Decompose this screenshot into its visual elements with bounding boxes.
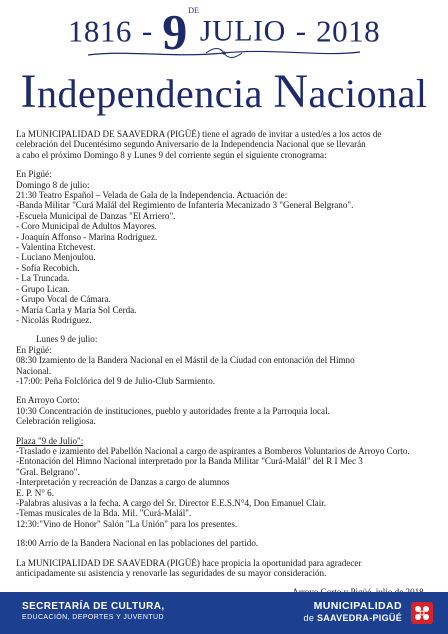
intro-line: a cabo el próximo Domingo 8 y Lunes 9 del corriente según el siguiente cronograma: — [16, 149, 327, 160]
footer-bar — [0, 592, 448, 634]
section-heading-plaza: Plaza "9 de Julio": — [16, 435, 84, 446]
domingo-section — [16, 169, 434, 325]
plaza-section — [16, 436, 434, 530]
program-line: -Interpretación y recreación de Danzas a cargo de alumnos — [16, 477, 230, 488]
title-word-nacional: acional — [308, 71, 428, 116]
year-end: 2018 — [316, 13, 381, 49]
program-line: -Temas musicales de la Bda. Mil. "Curá-Malál". — [16, 508, 192, 519]
footer-right-subtitle — [304, 613, 402, 623]
closing-line: anticipadamente su asistencia y renovarle las seguridades de su mayor consideración. — [16, 568, 327, 579]
program-line: "Gral. Belgrano". — [16, 466, 80, 477]
day-number: 9 — [162, 3, 188, 60]
footer-right-title: MUNICIPALIDAD — [313, 600, 402, 612]
closing-line: La MUNICIPALIDAD DE SAAVEDRA (PIGÜÉ) hace propicia la oportunidad para agradecer — [16, 557, 362, 568]
ornament-flourish-icon — [86, 46, 362, 60]
program-line: 08:30 Izamiento de la Bandera Nacional en el Mástil de la Ciudad con entonación del Himno — [16, 355, 355, 366]
program-line: Celebración religiosa. — [16, 416, 96, 427]
program-line: -17:00: Peña Folclórica del 9 de Julio-Club Sarmiento. — [16, 375, 216, 386]
invitation-body — [16, 129, 434, 598]
date-dash-left: - — [141, 13, 153, 49]
program-line: 21:30 Teatro Español – Velada de Gala de la Independencia. Actuación de: — [16, 190, 288, 201]
footer-left-title: SECRETARÍA DE CULTURA, — [22, 601, 165, 612]
month-label: JULIO — [199, 14, 286, 48]
program-line: - La Truncada. — [16, 273, 70, 284]
closing-paragraph — [16, 558, 434, 579]
section-heading-pigue: En Pigüé: — [16, 169, 52, 180]
main-title — [0, 64, 448, 119]
program-line: E. P. N° 6. — [16, 487, 54, 498]
section-heading-arroyo: En Arroyo Corto: — [16, 395, 80, 406]
footer-secretaria — [22, 601, 165, 621]
program-line: - Valentina Etchevest. — [16, 242, 96, 253]
date-dash-right: - — [295, 13, 307, 49]
title-initial-n: N — [273, 65, 309, 118]
program-line: - Grupo Lican. — [16, 283, 70, 294]
program-line: -Escuela Municipal de Danzas "El Arriero". — [16, 210, 176, 221]
program-line: 10:30 Concentración de instituciones, pueblo y autoridades frente a la Parroquia local. — [16, 405, 330, 416]
program-line: Nacional. — [16, 365, 52, 376]
arroyo-section — [16, 395, 434, 426]
lunes-section — [16, 334, 434, 386]
program-line: - Nicolás Rodríguez. — [16, 314, 92, 325]
program-line: 18:00 Arrio de la Bandera Nacional en las poblaciones del partido. — [16, 538, 259, 549]
program-line: Domingo 8 de julio: — [16, 179, 90, 190]
title-word-independencia: ndependencia — [36, 71, 263, 116]
arrival-section — [16, 538, 434, 548]
footer-left-subtitle: EDUCACIÓN, DEPORTES Y JUVENTUD — [22, 614, 164, 621]
intro-paragraph — [16, 129, 434, 160]
program-line: - Coro Municipal de Adultos Mayores. — [16, 221, 157, 232]
program-line: -Traslado e izamiento del Pabellón Nacional a cargo de aspirantes a Bomberos Voluntarios de Arroyo Corto. — [16, 445, 410, 456]
program-line: - Joaquín Affonso - Marina Rodríguez. — [16, 231, 158, 242]
title-initial-i: I — [20, 65, 37, 118]
section-heading-pigue-2: En Pigüé: — [16, 344, 52, 355]
program-line: - Luciano Menjoulou. — [16, 252, 96, 263]
program-line: - Grupo Vocal de Cámara. — [16, 294, 111, 305]
intro-line: celebración del Ducentésimo segundo Aniversario de la Independencia Nacional que se llevarán — [16, 139, 366, 150]
program-line: - Sofía Recobich. — [16, 262, 80, 273]
footer-right-de: de — [303, 613, 315, 623]
municipal-shield-icon — [410, 601, 434, 625]
footer-municipalidad — [304, 600, 402, 623]
program-line: -Entonación del Himno Nacional interpretado por la Banda Militar "Curá-Malál" del R I Mec 3 — [16, 456, 363, 467]
de-label: DE — [188, 6, 199, 15]
program-line: - María Carla y María Sol Cerda. — [16, 304, 137, 315]
intro-line: La MUNICIPALIDAD DE SAAVEDRA (PIGÜÉ) tiene el agrado de invitar a usted/es a los actos de — [16, 129, 382, 139]
program-line: 12:30:"Vino de Honor" Salón "La Unión" para los presentes. — [16, 518, 238, 529]
year-start: 1816 — [67, 13, 132, 49]
program-line: -Palabras alusivas a la fecha. A cargo del Sr. Director E.E.S.N°4, Don Emanuel Clair. — [16, 498, 327, 508]
program-line: -Banda Militar "Curá Malál del Regimiento de Infantería Mecanizado 3 "General Belgrano". — [16, 200, 354, 211]
footer-right-city: SAAVEDRA-PIGÜÉ — [316, 613, 402, 623]
poster-header — [0, 0, 448, 120]
section-heading-lunes: Lunes 9 de julio: — [36, 334, 98, 345]
